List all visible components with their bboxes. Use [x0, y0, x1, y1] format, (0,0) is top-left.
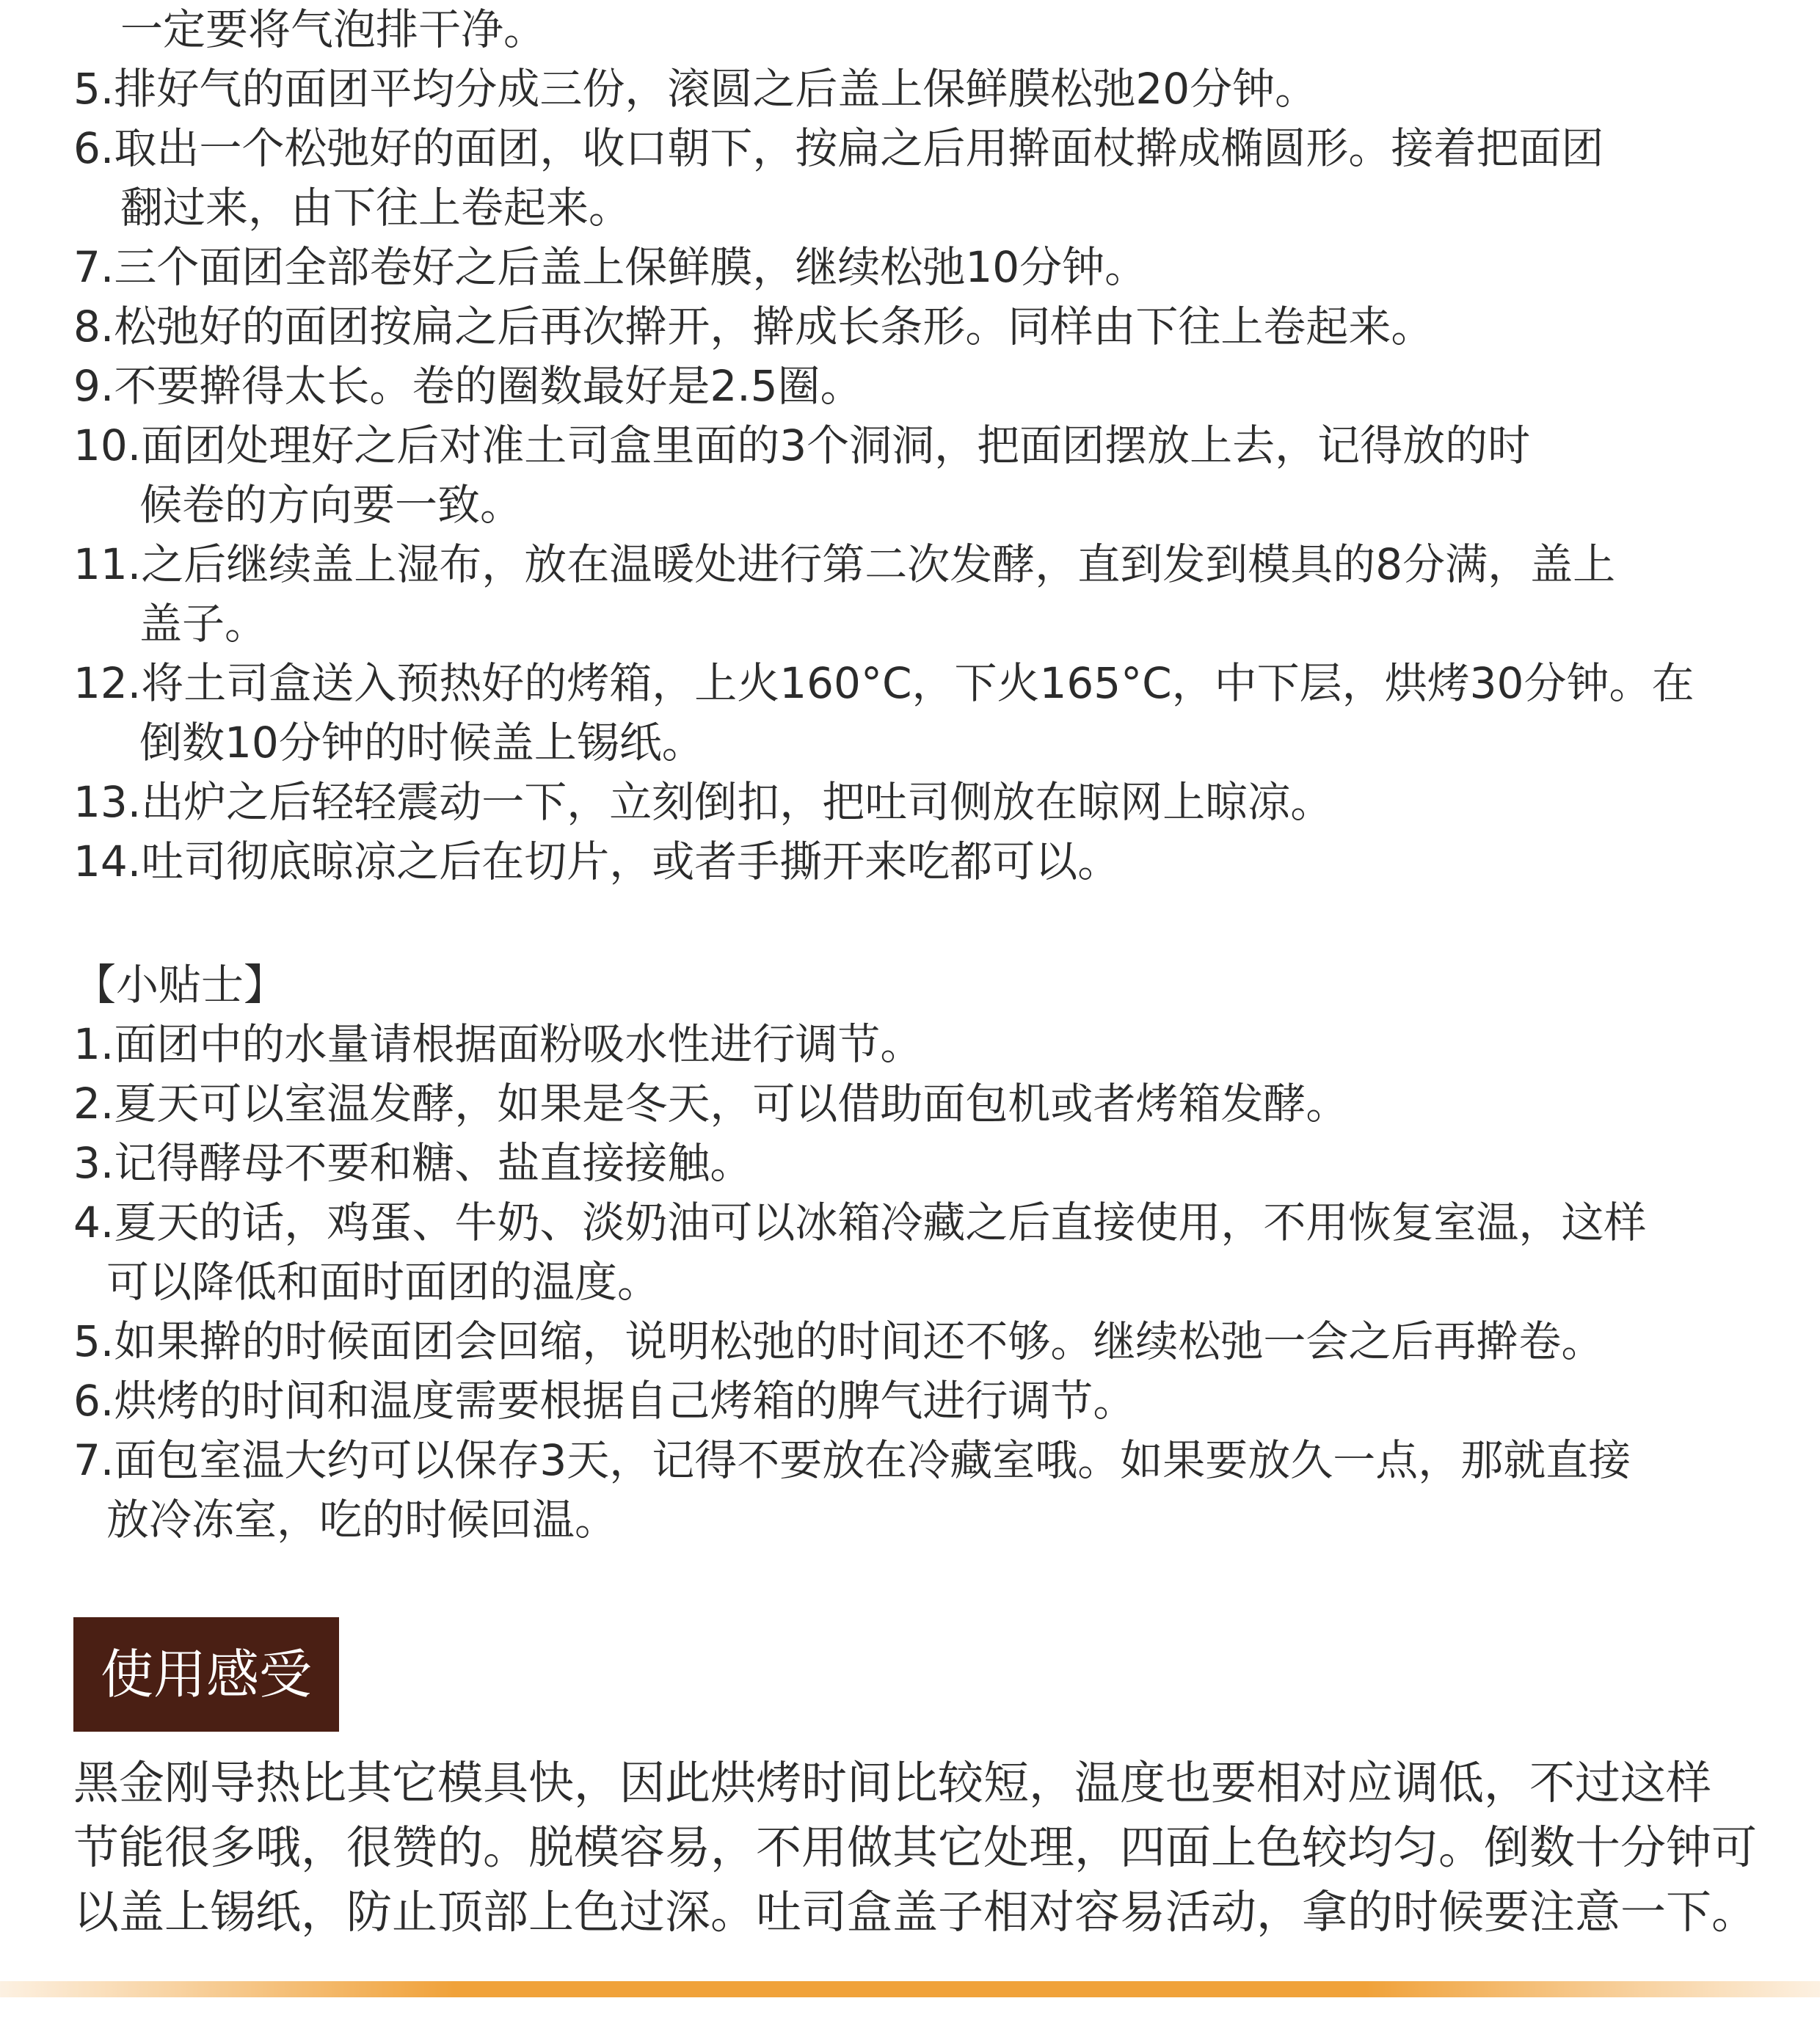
step-item — [73, 297, 1761, 357]
step-item — [73, 119, 1761, 238]
step-item-line: 6.取出一个松弛好的面团，收口朝下，按扁之后用擀面杖擀成椭圆形。接着把面团 — [73, 123, 1604, 173]
step-item-line: 8.松弛好的面团按扁之后再次擀开，擀成长条形。同样由下往上卷起来。 — [73, 302, 1434, 351]
step-item-line: 13.出炉之后轻轻震动一下，立刻倒扣，把吐司侧放在晾网上晾凉。 — [73, 777, 1333, 827]
tip-item-line: 4.夏天的话，鸡蛋、牛奶、淡奶油可以冰箱冷藏之后直接使用，不用恢复室温，这样 — [73, 1198, 1647, 1247]
tips-list — [73, 1015, 1761, 1550]
review-line: 以盖上锡纸，防止顶部上色过深。吐司盒盖子相对容易活动，拿的时候要注意一下。 — [73, 1885, 1758, 1939]
step-item-line: 翻过来，由下往上卷起来。 — [120, 183, 632, 233]
tip-item-line: 1.面团中的水量请根据面粉吸水性进行调节。 — [73, 1019, 923, 1069]
step-item-line: 盖子。 — [139, 599, 268, 649]
tip-item — [73, 1312, 1761, 1371]
step-item-line: 7.三个面团全部卷好之后盖上保鲜膜，继续松弛10分钟。 — [73, 242, 1148, 292]
tips-title: 【小贴士】 — [73, 960, 287, 1010]
tip-item-line: 可以降低和面时面团的温度。 — [106, 1257, 660, 1307]
step-item — [73, 773, 1761, 832]
section-badge-usage-feelings: 使用感受 — [73, 1617, 339, 1732]
step-item-line: 候卷的方向要一致。 — [139, 480, 523, 530]
tip-item-line: 6.烘烤的时间和温度需要根据自己烤箱的脾气进行调节。 — [73, 1376, 1136, 1426]
step-item — [73, 654, 1761, 773]
steps-list — [73, 0, 1761, 892]
step-item — [73, 832, 1761, 892]
tip-item-line: 2.夏天可以室温发酵，如果是冬天，可以借助面包机或者烤箱发酵。 — [73, 1079, 1349, 1129]
step-item — [73, 535, 1761, 654]
step-item-line: 14.吐司彻底晾凉之后在切片，或者手撕开来吃都可以。 — [73, 836, 1121, 886]
step-item-line: 12.将土司盒送入预热好的烤箱，上火160°C，下火165°C，中下层，烘烤30分钟。在 — [73, 658, 1695, 708]
step-item-line: 10.面团处理好之后对准土司盒里面的3个洞洞，把面团摆放上去，记得放的时 — [73, 420, 1531, 470]
review-text — [73, 1751, 1761, 1944]
decorative-divider — [0, 1981, 1820, 1997]
tip-item — [73, 1371, 1761, 1431]
tip-item — [73, 1431, 1761, 1550]
review-line: 节能很多哦，很赞的。脱模容易，不用做其它处理，四面上色较均匀。倒数十分钟可 — [73, 1820, 1758, 1874]
step-item-line: 一定要将气泡排干净。 — [120, 4, 547, 54]
step-item-line: 9.不要擀得太长。卷的圈数最好是2.5圈。 — [73, 361, 863, 411]
step-item-line: 倒数10分钟的时候盖上锡纸。 — [139, 718, 705, 768]
tip-item — [73, 1074, 1761, 1134]
tip-item — [73, 1193, 1761, 1312]
tip-item — [73, 1134, 1761, 1193]
step-item — [73, 59, 1761, 119]
step-item — [73, 0, 1761, 59]
tip-item-line: 7.面包室温大约可以保存3天，记得不要放在冷藏室哦。如果要放久一点，那就直接 — [73, 1435, 1631, 1485]
step-item — [73, 357, 1761, 416]
step-item-line: 5.排好气的面团平均分成三份，滚圆之后盖上保鲜膜松弛20分钟。 — [73, 64, 1318, 114]
tip-item-line: 5.如果擀的时候面团会回缩，说明松弛的时间还不够。继续松弛一会之后再擀卷。 — [73, 1316, 1604, 1366]
tip-item-line: 放冷冻室，吃的时候回温。 — [106, 1495, 618, 1545]
step-item — [73, 238, 1761, 297]
step-item — [73, 416, 1761, 535]
tip-item — [73, 1015, 1761, 1074]
review-line: 黑金刚导热比其它模具快，因此烘烤时间比较短，温度也要相对应调低，不过这样 — [73, 1756, 1712, 1809]
tip-item-line: 3.记得酵母不要和糖、盐直接接触。 — [73, 1138, 753, 1188]
step-item-line: 11.之后继续盖上湿布，放在温暖处进行第二次发酵，直到发到模具的8分满，盖上 — [73, 539, 1616, 589]
